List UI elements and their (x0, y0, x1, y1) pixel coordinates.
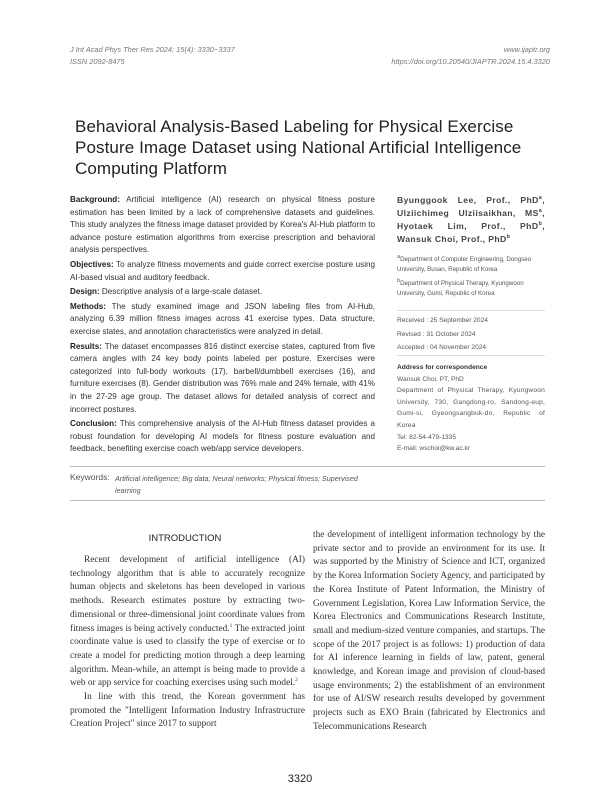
author-2-mark: a (538, 208, 543, 215)
author-3-mark: b (538, 221, 543, 228)
issn: ISSN 2092-8475 (70, 57, 125, 66)
correspondence-email[interactable]: E-mail: wschoi@kw.ac.kr (397, 445, 471, 453)
author-1-degree: PhD (510, 195, 539, 205)
abstract-design (70, 286, 375, 299)
intro-p1-text: Recent development of artificial intelligence (AI) technology algorithm that is able to accurately recognize human objects and skeletons has been developed in various methods. Research estimates posture by extracting two-dimensional or three-dimensional joint coordinate values from fitness images is being actively conducted. (70, 555, 305, 634)
results-label: Results: (70, 341, 102, 351)
correspondence (397, 362, 545, 455)
affiliation-a (397, 255, 545, 275)
objectives-text: To analyze fitness movements and guide correct exercise posture using AI-based visual and auditory feedback. (70, 259, 375, 282)
journal-url[interactable]: www.ijaptr.org (503, 45, 550, 54)
divider (70, 466, 545, 467)
intro-p1b-text: The extracted joint coordinate value is used to classify the type of exercise or to create a model for predicting motion through a deep learning algorithm. Mean-while, an attempt is being made to provide a web or app service for coaching exercises using such model. (70, 623, 305, 689)
article-dates (397, 314, 545, 355)
divider (70, 500, 545, 501)
methods-label: Methods: (70, 301, 106, 311)
abstract-objectives (70, 259, 375, 284)
correspondence-tel: Tel: 82-54-479-1335 (397, 433, 457, 441)
correspondence-heading: Address for correspondence (397, 364, 488, 371)
background-text: Artificial intelligence (AI) research on physical fitness posture estimation has been limited by a lack of comprehensive datasets and guidelines. This study analyzes the fitness image dataset provided by Korea's AI-Hub platform to advance posture estimation algorithms from exercise prescription and behavioral analysis perspectives. (70, 195, 375, 255)
keywords-label: Keywords: (70, 472, 110, 482)
affiliation-a-text: Department of Computer Engineering, Dongseo University, Busan, Republic of Korea (397, 256, 532, 273)
abstract-conclusion (70, 418, 375, 456)
journal-links (391, 44, 550, 68)
abstract-background (70, 194, 375, 257)
intro-column-left (70, 554, 305, 732)
affiliation-a-mark: a (397, 253, 401, 260)
author-list: Byunggook Lee, Prof., PhD$^a$, Ulziichimeg Ulziisaikhan, $MS^a$, Hyotaek Lim, Prof., PhD$^b$, Wansuk Choi, Prof., PhD$^b$ (397, 195, 545, 244)
journal-meta (70, 44, 235, 68)
conclusion-label: Conclusion: (70, 419, 117, 429)
citation-2[interactable]: 2 (295, 677, 298, 684)
citation-1[interactable]: 1 (229, 622, 233, 629)
author-4: , Wansuk Choi, Prof., PhD (397, 221, 545, 244)
intro-column-right (313, 529, 545, 735)
background-label: Background: (70, 195, 120, 204)
author-1: Byunggook Lee, Prof., (397, 195, 511, 205)
intro-paragraph-1 (70, 554, 305, 691)
affiliation-b-text: Department of Physical Therapy, Kyungwoon University, Gumi, Republic of Korea (397, 280, 524, 297)
methods-text: The study examined image and JSON labeling files from AI-Hub, analyzing 6.39 million fitness images across 41 exercise types. Data structure, exercise states, and annotation characteristics were analyzed in detail. (70, 301, 375, 336)
design-text: Descriptive analysis of a large-scale dataset. (99, 287, 263, 297)
objectives-label: Objectives: (70, 259, 114, 269)
divider (397, 355, 545, 356)
doi-link[interactable]: https://doi.org/10.20540/JIAPTR.2024.15.4.3320 (391, 57, 550, 66)
author-3: , Hyotaek Lim, Prof., PhD (397, 208, 545, 231)
conclusion-text: This comprehensive analysis of the AI-Hub fitness dataset provides a robust foundation for developing AI models for fitness posture evaluation and feedback, benefiting exercise coach web/app service developers. (70, 419, 375, 454)
received-date: Received : 25 September 2024 (397, 317, 488, 324)
correspondence-name: Wansuk Choi, PT, PhD (397, 375, 464, 383)
affiliation-b-mark: b (397, 277, 401, 284)
section-heading-introduction: INTRODUCTION (148, 533, 222, 544)
accepted-date: Accepted : 04 November 2024 (397, 344, 487, 351)
revised-date: Revised : 31 October 2024 (397, 330, 476, 338)
intro-paragraph-3: the development of intelligent information technology by the private sector and to provide an environment for its use. It was supported by the Ministry of Science and ICT, organized by the Korea Information Society Agency, and participated by the Korea Institute of Patent Information, the Ministry of Government Legislation, Korea Law Information Service, the Korea Electronics and Communications Research Institute, small and medium-sized venture companies, and startups. The scope of the 2017 project is as follows: 1) production of data for AI inference learning in fields of law, patent, general knowledge, and Korean image and provision of cloud-based usage environments; 2) the establishment of an environment for use of AI/SW research results developed by government projects such as EXO Brain (fabricated by Electronics and Telecommunications Research (313, 530, 545, 732)
author-1-mark: a (538, 195, 543, 202)
correspondence-address: Department of Physical Therapy, Kyungwoon University, 730, Gangdong-ro, Sandong-eup, Gumi-si, Gyeongsangbuk-do, Republic of Korea (397, 387, 545, 429)
divider (397, 310, 545, 311)
affiliations (397, 255, 545, 303)
intro-paragraph-2: In line with this trend, the Korean government has promoted the "Intelligent Information Industry Infrastructure Creation Project" since 2017 to support (70, 692, 305, 730)
design-label: Design: (70, 287, 100, 297)
abstract-results (70, 341, 375, 417)
author-4-mark: b (506, 234, 511, 241)
results-text: The dataset encompasses 816 distinct exercise states, captured from five camera angles with 24 key body points labeled per posture. Exercises were categorized into full-body workouts (17), barbell/dumbbell exercises (16), and furniture exercises (8). Gender distribution was 76% male and 24% female, with 41% in the 27-29 age group. The dataset allows for detailed analysis of correct and incorrect postures. (70, 341, 375, 414)
abstract (70, 194, 375, 458)
keywords-text: Artificial intelligence; Big data; Neural networks; Physical fitness; Supervised learning (115, 474, 358, 495)
page-number: 3320 (287, 773, 313, 785)
affiliation-b (397, 279, 545, 299)
paper-title: Behavioral Analysis-Based Labeling for Physical Exercise Posture Image Dataset using National Artificial Intelligence Computing Platform (75, 117, 522, 178)
author-2: Ulziichimeg Ulziisaikhan, MS (397, 208, 539, 218)
abstract-methods (70, 301, 375, 339)
journal-reference: J Int Acad Phys Ther Res 2024; 15(4): 3330~3337 (70, 45, 235, 54)
